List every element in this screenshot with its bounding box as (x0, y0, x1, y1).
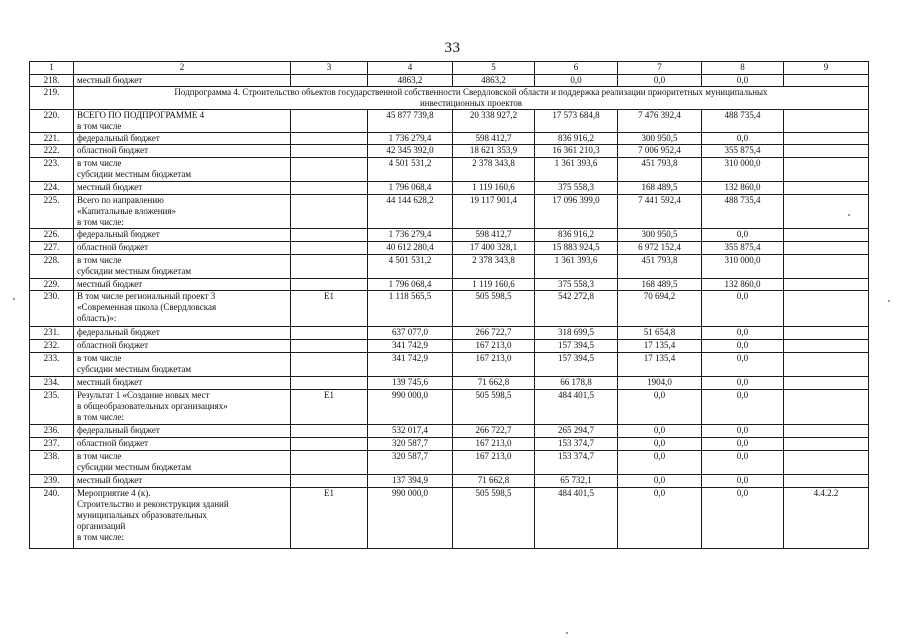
amount-cell: 0,0 (535, 75, 618, 87)
header-row (30, 62, 869, 75)
amount-cell: 451 793,8 (618, 255, 702, 279)
header-cell: 8 (702, 62, 784, 75)
target-number (784, 353, 869, 377)
project-code: E1 (291, 291, 368, 327)
table-row (30, 279, 869, 291)
amount-cell: 488 735,4 (702, 110, 784, 133)
row-name: местный бюджет (74, 377, 291, 390)
table-row (30, 242, 869, 255)
table-row (30, 87, 869, 110)
table-row (30, 291, 869, 327)
row-number: 232. (30, 340, 74, 353)
target-number (784, 158, 869, 182)
amount-cell: 15 883 924,5 (535, 242, 618, 255)
row-number: 228. (30, 255, 74, 279)
table-row (30, 353, 869, 377)
amount-cell: 0,0 (618, 438, 702, 451)
project-code (291, 145, 368, 158)
row-number: 231. (30, 327, 74, 340)
amount-cell: 0,0 (702, 475, 784, 488)
scan-speck (13, 298, 15, 300)
project-code (291, 110, 368, 133)
subprogram-title: Подпрограмма 4. Строительство объектов государственной собственности Свердловской области и поддержка реализации приоритетных муниципальных инвестиционных проектов (74, 87, 869, 110)
row-number: 235. (30, 390, 74, 425)
amount-cell: 16 361 210,3 (535, 145, 618, 158)
amount-cell: 505 598,5 (453, 390, 535, 425)
amount-cell: 0,0 (702, 377, 784, 390)
amount-cell: 488 735,4 (702, 195, 784, 229)
row-name: местный бюджет (74, 182, 291, 195)
amount-cell: 157 394,5 (535, 340, 618, 353)
amount-cell: 0,0 (618, 390, 702, 425)
row-number: 239. (30, 475, 74, 488)
scan-speck (566, 632, 568, 634)
amount-cell: 1 119 160,6 (453, 279, 535, 291)
target-number (784, 425, 869, 438)
row-name: ВСЕГО ПО ПОДПРОГРАММЕ 4 в том числе (74, 110, 291, 133)
row-name: Мероприятие 4 (к). Строительство и реконструкция зданий муниципальных образовательных организаций в том числе: (74, 488, 291, 549)
amount-cell: 532 017,4 (368, 425, 453, 438)
row-name: областной бюджет (74, 340, 291, 353)
target-number (784, 182, 869, 195)
row-name: Всего по направлению «Капитальные вложения» в том числе: (74, 195, 291, 229)
amount-cell: 1 118 565,5 (368, 291, 453, 327)
amount-cell: 0,0 (702, 353, 784, 377)
amount-cell: 320 587,7 (368, 438, 453, 451)
amount-cell: 505 598,5 (453, 488, 535, 549)
project-code (291, 75, 368, 87)
amount-cell: 598 412,7 (453, 133, 535, 145)
amount-cell: 310 000,0 (702, 158, 784, 182)
amount-cell: 300 950,5 (618, 229, 702, 242)
table-row (30, 158, 869, 182)
row-name: в том числе субсидии местным бюджетам (74, 353, 291, 377)
amount-cell: 6 972 152,4 (618, 242, 702, 255)
target-number (784, 279, 869, 291)
table-row (30, 451, 869, 475)
row-name: в том числе субсидии местным бюджетам (74, 255, 291, 279)
table-row (30, 182, 869, 195)
row-number: 230. (30, 291, 74, 327)
amount-cell: 7 476 392,4 (618, 110, 702, 133)
project-code (291, 242, 368, 255)
project-code (291, 438, 368, 451)
project-code (291, 451, 368, 475)
table-row (30, 340, 869, 353)
project-code (291, 158, 368, 182)
row-number: 238. (30, 451, 74, 475)
table-row (30, 110, 869, 133)
target-number (784, 255, 869, 279)
amount-cell: 1 361 393,6 (535, 255, 618, 279)
amount-cell: 42 345 392,0 (368, 145, 453, 158)
row-name: областной бюджет (74, 242, 291, 255)
target-number (784, 110, 869, 133)
amount-cell: 168 489,5 (618, 182, 702, 195)
row-name: федеральный бюджет (74, 425, 291, 438)
amount-cell: 0,0 (702, 340, 784, 353)
target-number (784, 340, 869, 353)
header-cell: 4 (368, 62, 453, 75)
amount-cell: 17 400 328,1 (453, 242, 535, 255)
project-code (291, 255, 368, 279)
target-number (784, 242, 869, 255)
row-number: 223. (30, 158, 74, 182)
amount-cell: 167 213,0 (453, 353, 535, 377)
amount-cell: 153 374,7 (535, 451, 618, 475)
amount-cell: 990 000,0 (368, 390, 453, 425)
amount-cell: 0,0 (702, 229, 784, 242)
row-name: В том числе региональный проект 3 «Современная школа (Свердловская область)»: (74, 291, 291, 327)
amount-cell: 266 722,7 (453, 425, 535, 438)
amount-cell: 318 699,5 (535, 327, 618, 340)
row-number: 225. (30, 195, 74, 229)
header-cell: 1 (30, 62, 74, 75)
amount-cell: 45 877 739,8 (368, 110, 453, 133)
project-code (291, 133, 368, 145)
row-number: 240. (30, 488, 74, 549)
amount-cell: 70 694,2 (618, 291, 702, 327)
amount-cell: 990 000,0 (368, 488, 453, 549)
amount-cell: 167 213,0 (453, 451, 535, 475)
row-number: 236. (30, 425, 74, 438)
target-number (784, 291, 869, 327)
row-number: 234. (30, 377, 74, 390)
target-number (784, 145, 869, 158)
amount-cell: 637 077,0 (368, 327, 453, 340)
amount-cell: 2 378 343,8 (453, 158, 535, 182)
table-row (30, 75, 869, 87)
row-name: местный бюджет (74, 475, 291, 488)
amount-cell: 836 916,2 (535, 133, 618, 145)
target-number (784, 451, 869, 475)
amount-cell: 0,0 (618, 488, 702, 549)
project-code (291, 377, 368, 390)
amount-cell: 836 916,2 (535, 229, 618, 242)
row-number: 229. (30, 279, 74, 291)
amount-cell: 1 361 393,6 (535, 158, 618, 182)
amount-cell: 17 135,4 (618, 353, 702, 377)
table-row (30, 133, 869, 145)
table-row (30, 438, 869, 451)
amount-cell: 0,0 (702, 133, 784, 145)
header-cell: 7 (618, 62, 702, 75)
amount-cell: 7 006 952,4 (618, 145, 702, 158)
row-number: 219. (30, 87, 74, 110)
project-code (291, 182, 368, 195)
row-name: местный бюджет (74, 75, 291, 87)
project-code (291, 340, 368, 353)
page-number: 33 (444, 40, 461, 56)
amount-cell: 20 338 927,2 (453, 110, 535, 133)
amount-cell: 0,0 (702, 438, 784, 451)
row-number: 220. (30, 110, 74, 133)
row-name: в том числе субсидии местным бюджетам (74, 158, 291, 182)
amount-cell: 0,0 (702, 390, 784, 425)
amount-cell: 137 394,9 (368, 475, 453, 488)
amount-cell: 153 374,7 (535, 438, 618, 451)
row-number: 226. (30, 229, 74, 242)
table-row (30, 488, 869, 549)
amount-cell: 4 501 531,2 (368, 255, 453, 279)
table-row (30, 195, 869, 229)
amount-cell: 542 272,8 (535, 291, 618, 327)
row-number: 237. (30, 438, 74, 451)
table-row (30, 475, 869, 488)
row-number: 227. (30, 242, 74, 255)
table-row (30, 425, 869, 438)
amount-cell: 66 178,8 (535, 377, 618, 390)
row-number: 224. (30, 182, 74, 195)
amount-cell: 17 573 684,8 (535, 110, 618, 133)
header-cell: 5 (453, 62, 535, 75)
amount-cell: 1 119 160,6 (453, 182, 535, 195)
target-number (784, 327, 869, 340)
amount-cell: 65 732,1 (535, 475, 618, 488)
amount-cell: 451 793,8 (618, 158, 702, 182)
amount-cell: 167 213,0 (453, 340, 535, 353)
amount-cell: 355 875,4 (702, 242, 784, 255)
amount-cell: 167 213,0 (453, 438, 535, 451)
project-code (291, 353, 368, 377)
row-number: 218. (30, 75, 74, 87)
amount-cell: 4863,2 (453, 75, 535, 87)
amount-cell: 484 401,5 (535, 488, 618, 549)
amount-cell: 265 294,7 (535, 425, 618, 438)
header-cell: 9 (784, 62, 869, 75)
amount-cell: 168 489,5 (618, 279, 702, 291)
row-name: федеральный бюджет (74, 229, 291, 242)
amount-cell: 4 501 531,2 (368, 158, 453, 182)
amount-cell: 320 587,7 (368, 451, 453, 475)
amount-cell: 17 096 399,0 (535, 195, 618, 229)
target-number (784, 75, 869, 87)
amount-cell: 0,0 (702, 327, 784, 340)
row-number: 221. (30, 133, 74, 145)
project-code (291, 475, 368, 488)
row-number: 222. (30, 145, 74, 158)
table-row (30, 145, 869, 158)
project-code: E1 (291, 488, 368, 549)
row-name: областной бюджет (74, 145, 291, 158)
header-cell: 3 (291, 62, 368, 75)
amount-cell: 1 796 068,4 (368, 279, 453, 291)
header-cell: 2 (74, 62, 291, 75)
table-row (30, 390, 869, 425)
amount-cell: 0,0 (702, 425, 784, 438)
target-number (784, 377, 869, 390)
table-row (30, 327, 869, 340)
amount-cell: 7 441 592,4 (618, 195, 702, 229)
target-number (784, 438, 869, 451)
amount-cell: 17 135,4 (618, 340, 702, 353)
header-cell: 6 (535, 62, 618, 75)
amount-cell: 139 745,6 (368, 377, 453, 390)
project-code (291, 425, 368, 438)
amount-cell: 0,0 (702, 291, 784, 327)
amount-cell: 0,0 (702, 488, 784, 549)
amount-cell: 0,0 (702, 451, 784, 475)
project-code: E1 (291, 390, 368, 425)
amount-cell: 0,0 (702, 75, 784, 87)
table-row (30, 255, 869, 279)
target-number (784, 133, 869, 145)
amount-cell: 505 598,5 (453, 291, 535, 327)
amount-cell: 355 875,4 (702, 145, 784, 158)
row-name: федеральный бюджет (74, 327, 291, 340)
row-name: областной бюджет (74, 438, 291, 451)
amount-cell: 375 558,3 (535, 279, 618, 291)
row-name: местный бюджет (74, 279, 291, 291)
amount-cell: 51 654,8 (618, 327, 702, 340)
amount-cell: 1 736 279,4 (368, 133, 453, 145)
amount-cell: 132 860,0 (702, 279, 784, 291)
amount-cell: 0,0 (618, 475, 702, 488)
amount-cell: 0,0 (618, 451, 702, 475)
amount-cell: 4863,2 (368, 75, 453, 87)
target-number: 4.4.2.2 (784, 488, 869, 549)
amount-cell: 2 378 343,8 (453, 255, 535, 279)
amount-cell: 341 742,9 (368, 340, 453, 353)
amount-cell: 300 950,5 (618, 133, 702, 145)
project-code (291, 279, 368, 291)
amount-cell: 71 662,8 (453, 377, 535, 390)
target-number (784, 195, 869, 229)
amount-cell: 1 736 279,4 (368, 229, 453, 242)
row-name: в том числе субсидии местным бюджетам (74, 451, 291, 475)
budget-table (29, 61, 869, 549)
amount-cell: 71 662,8 (453, 475, 535, 488)
amount-cell: 40 612 280,4 (368, 242, 453, 255)
row-number: 233. (30, 353, 74, 377)
amount-cell: 19 117 901,4 (453, 195, 535, 229)
table-row (30, 229, 869, 242)
project-code (291, 195, 368, 229)
amount-cell: 157 394,5 (535, 353, 618, 377)
amount-cell: 266 722,7 (453, 327, 535, 340)
amount-cell: 310 000,0 (702, 255, 784, 279)
amount-cell: 1904,0 (618, 377, 702, 390)
target-number (784, 475, 869, 488)
amount-cell: 132 860,0 (702, 182, 784, 195)
target-number (784, 229, 869, 242)
scan-speck (888, 300, 890, 302)
table-row (30, 377, 869, 390)
row-name: Результат 1 «Создание новых мест в общеобразовательных организациях» в том числе: (74, 390, 291, 425)
amount-cell: 18 621 353,9 (453, 145, 535, 158)
amount-cell: 375 558,3 (535, 182, 618, 195)
amount-cell: 1 796 068,4 (368, 182, 453, 195)
amount-cell: 44 144 628,2 (368, 195, 453, 229)
amount-cell: 341 742,9 (368, 353, 453, 377)
scan-speck (848, 214, 850, 216)
amount-cell: 0,0 (618, 425, 702, 438)
amount-cell: 484 401,5 (535, 390, 618, 425)
row-name: федеральный бюджет (74, 133, 291, 145)
project-code (291, 327, 368, 340)
project-code (291, 229, 368, 242)
target-number (784, 390, 869, 425)
amount-cell: 0,0 (618, 75, 702, 87)
amount-cell: 598 412,7 (453, 229, 535, 242)
